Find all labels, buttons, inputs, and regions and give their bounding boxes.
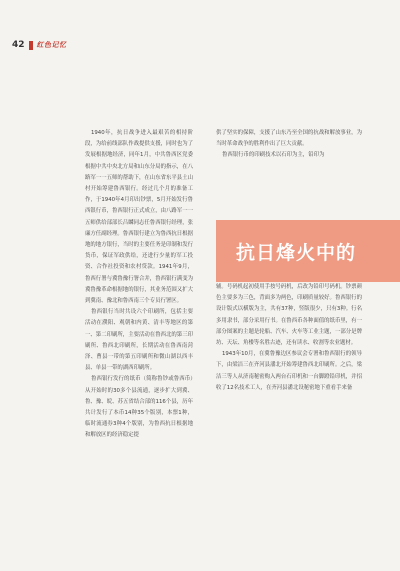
paragraph: 辅。号码机起初使用手按号码机，后改为铅印号码机。钞票颜色主要多为三色，背面多为两色，印刷质量较好。鲁西银行的设计版式以横版为主，共有37种，竖版很少，只有3种。行名多用隶书，部分采用行书。在鲁西币各种面值的纸币里，有一部分图案的主题是轮船、汽车、火车等工业主题，一部分是牌坊、天坛、角楼等名胜古迹，还有读水、收割等农业题材。	[216, 284, 362, 347]
paragraph: 1940年，抗日战争进入最艰苦的相持阶段，为给前线部队作战提供支援，同时也为了发展根据地经济，同年1月，中共鲁西区党委根据中共中央北方局和山东分局的指示，在八路军一一五师的帮助下，在山东省东平县土山村开始筹建鲁西银行。经过几个月的准备工作，于1940年4月印出钞票，5月开始发行鲁西银行币，鲁西银行正式成立，由八路军一一五师供给部部长吕麟同志任鲁西银行经理，张廉方任副经理。鲁西银行建立为鲁西抗日根据地的地方银行，当时的主要任务是印制和发行货币，保证军政供给，还进行少量的军工投资、合作社投资和农村贷款。1941年9月，鲁西行署与冀鲁豫行署合并，鲁西银行满变为冀鲁豫革命根据地的银行，其业务范围又扩大到冀南、豫北和鲁西南三个专员行署区。	[85, 130, 193, 305]
banner-headline: 抗日烽火中的	[236, 241, 357, 264]
headline-banner	[216, 220, 400, 282]
paragraph: 鲁西银行当时共设六个印刷所，包括主要活动在濮阳、观朝和内黄、清丰等地区的第一、第二印刷所，主要活动在鲁西北的第三印刷所、鲁西北印刷所，长期活动在鲁西南菏泽、曹县一带的第五印刷所和微山湖以西丰县、单县一带的湖西印刷所。	[85, 309, 193, 372]
left-text-column	[85, 128, 193, 442]
page-header	[12, 38, 67, 52]
paragraph: 供了坚实的保障，支援了山东乃至全国的抗战和解放事业，为当时革命战争的胜利作出了巨大贡献。	[216, 130, 362, 148]
right-text-column-top	[216, 128, 362, 162]
header-accent-bar	[29, 41, 33, 50]
page-number: 42	[12, 40, 25, 50]
section-title: 红色记忆	[36, 41, 67, 49]
right-text-column-bottom	[216, 282, 362, 394]
paragraph: 鲁西银行发行的纸币（简称鲁钞或鲁西币）从开始时的30多个县流通，逐步扩大到冀、鲁、豫、皖、苏五省结合部的116个县，历年共计发行了本币14种35个版别，本票1种，临时流通券3种4个版别，为鲁西抗日根据地和解放区的经济稳定提	[85, 376, 193, 439]
paragraph: 鲁西银行币的印刷技术以石印为主，铅印为	[221, 152, 325, 159]
paragraph: 1943年10月，在冀鲁豫边区参议会专署和鲁西银行的领导下，由梁洁三在齐河县潘北开始筹建鲁西北印刷所。之后，梁洁三等人从济南秘密购入两台石印机和一台脚蹬铅印机，并招收了12名技术工人，在齐河县潘北设秘密地下重看手来备	[216, 351, 362, 391]
